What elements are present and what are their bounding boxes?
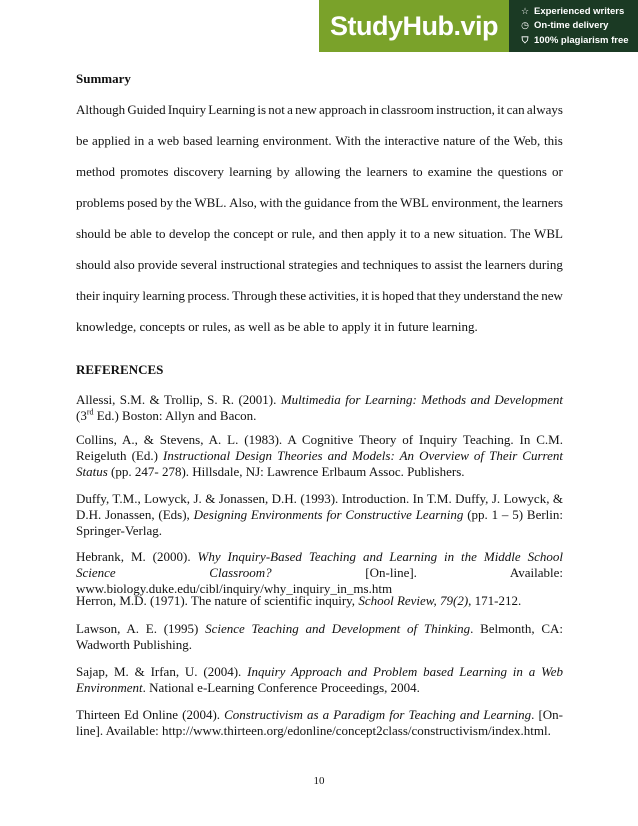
- reference-entry: [76, 621, 563, 653]
- ref-authors: Duffy, T.M., Lowyck, J. & Jonassen, D.H. (1993). Introduction. In T.M. Duffy, J. Lowyck, & D.H. Jonassen, (Eds),: [76, 491, 563, 522]
- perk-label: On-time delivery: [534, 20, 609, 32]
- ref-authors: Hebrank, M. (2000).: [76, 549, 198, 564]
- page-number: 10: [313, 775, 325, 787]
- reference-entry: [76, 593, 563, 609]
- ref-proceedings: . National e-Learning Conference Proceedings, 2004.: [142, 680, 420, 695]
- reference-entry: [76, 549, 563, 597]
- perk-label: 100% plagiarism free: [534, 35, 629, 47]
- ref-publisher: Ed.) Boston: Allyn and Bacon.: [93, 408, 257, 423]
- reference-entry: [76, 491, 563, 539]
- perk-item: [519, 35, 632, 46]
- perk-item: [519, 20, 632, 31]
- summary-line: knowledge, concepts or rules, as well as be able to apply it in future learning.: [76, 319, 478, 334]
- summary-line: Although Guided Inquiry Learning is not a new approach in classroom instruction, it can always: [76, 102, 563, 117]
- reference-entry: [76, 392, 563, 424]
- reference-entry: [76, 432, 563, 480]
- ref-title: Inquiry Approach and Problem based Learning in a Web Environment: [76, 664, 563, 695]
- ref-publisher: . Belmonth, CA: Wadworth Publishing.: [76, 621, 564, 652]
- brand-logo: StudyHub.vip: [319, 0, 509, 52]
- ref-title: Designing Environments for Constructive Learning: [193, 507, 464, 522]
- ref-publisher: (pp. 1 – 5) Berlin: Springer-Verlag.: [76, 507, 564, 538]
- studyhub-banner[interactable]: [319, 0, 638, 52]
- summary-line: should be able to develop the concept or rule, and then apply it to a new situation. The WBL: [76, 226, 563, 241]
- ref-title: Why Inquiry-Based Teaching and Learning in the Middle School Science Classroom?: [76, 549, 564, 580]
- ref-authors: Collins, A., & Stevens, A. L. (1983). A Cognitive Theory of Inquiry Teaching. In C.M. Reigeluth (Ed.): [76, 432, 563, 463]
- ref-authors: Thirteen Ed Online (2004).: [76, 707, 225, 722]
- perk-label: Experienced writers: [534, 5, 625, 17]
- ref-title: Science Teaching and Development of Thinking: [205, 621, 471, 636]
- reference-entry: [76, 707, 563, 739]
- perk-item: [519, 6, 632, 17]
- ref-journal: School Review, 79(2): [358, 593, 469, 608]
- ref-authors: Sajap, M. & Irfan, U. (2004).: [76, 664, 248, 679]
- summary-line: problems posed by the WBL. Also, with the guidance from the WBL environment, the learners: [76, 195, 563, 210]
- ref-availability: . [On-line]. Available: http://www.thirteen.org/edonline/concept2class/constructivism/index.html.: [76, 707, 563, 738]
- ref-pages: , 171-212.: [468, 593, 522, 608]
- ref-edition-sup: rd: [86, 407, 94, 417]
- summary-line: their inquiry learning process. Through these activities, it is hoped that they understand the new: [76, 288, 563, 303]
- ref-edition: (3: [76, 408, 87, 423]
- references-heading: REFERENCES: [76, 362, 164, 377]
- summary-line: method promotes discovery learning by allowing the learners to examine the questions or: [76, 164, 563, 179]
- shield-icon: ⛉: [521, 35, 529, 46]
- summary-line: should also provide several instructional strategies and techniques to assist the learners during: [76, 257, 563, 272]
- ref-title: Multimedia for Learning: Methods and Development: [280, 392, 563, 407]
- reference-entry: [76, 664, 563, 696]
- summary-heading: Summary: [76, 71, 131, 86]
- star-icon: ☆: [520, 5, 530, 16]
- ref-title: Constructivism as a Paradigm for Teaching and Learning: [224, 707, 532, 722]
- ref-availability: [On-line]. Available: www.biology.duke.edu/cibl/inquiry/why_inquiry_in_ms.htm: [76, 565, 563, 596]
- ref-title: Instructional Design Theories and Models: An Overview of Their Current Status: [76, 448, 563, 479]
- ref-authors: Herron, M.D. (1971). The nature of scientific inquiry,: [76, 593, 359, 608]
- ref-authors: Allessi, S.M. & Trollip, S. R. (2001).: [76, 392, 281, 407]
- summary-line: be applied in a web based learning environment. With the interactive nature of the Web, this: [76, 133, 563, 148]
- perks-list: [509, 0, 638, 52]
- clock-icon: ◷: [521, 20, 529, 31]
- ref-publisher: (pp. 247- 278). Hillsdale, NJ: Lawrence Erlbaum Assoc. Publishers.: [107, 464, 465, 479]
- ref-authors: Lawson, A. E. (1995): [76, 621, 206, 636]
